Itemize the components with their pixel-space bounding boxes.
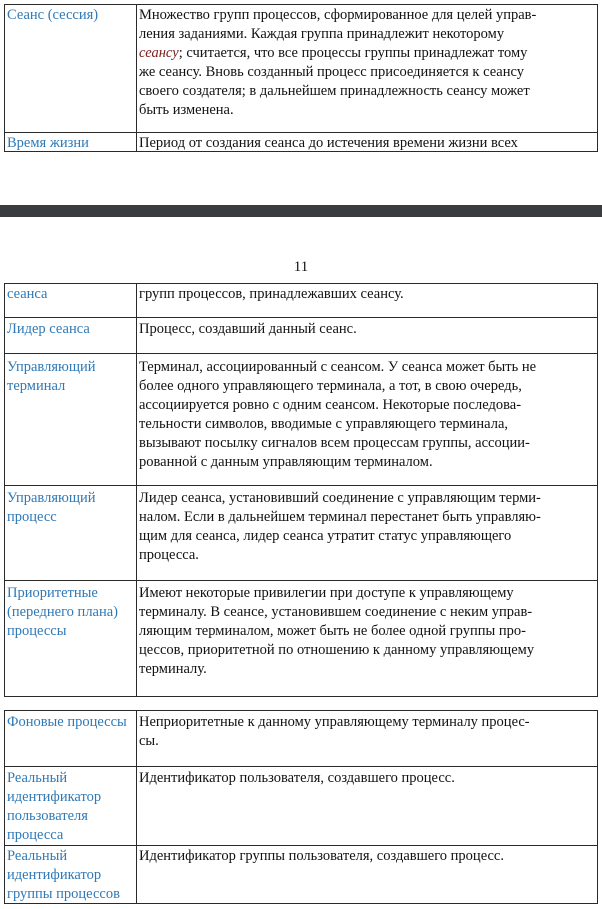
definition-background-processes: Неприоритетные к данному управляющему терминалу процес- сы. bbox=[139, 714, 530, 749]
table-border bbox=[4, 710, 5, 904]
table-border bbox=[4, 4, 598, 5]
definition-session: Множество групп процессов, сформированное для целей управ- ления заданиями. Каждая группа принадлежит некоторому сеансу; считается, что все процессы группы принадлежат тому же сеансу. Вновь созданный процесс присоединяется к сеансу своего создателя; в дальнейшем принадлежность сеансу может быть изменена. bbox=[139, 7, 537, 118]
table-border bbox=[4, 580, 598, 581]
definition-real-group-id: Идентификатор группы пользователя, создавшего процесс. bbox=[139, 848, 504, 864]
table-border bbox=[4, 845, 598, 846]
definition-session-cont: групп процессов, принадлежавших сеансу. bbox=[139, 286, 404, 302]
definition-real-user-id: Идентификатор пользователя, создавшего процесс. bbox=[139, 770, 455, 786]
term-foreground-processes: Приоритетные (переднего плана) процессы bbox=[7, 585, 119, 639]
definition-session-leader: Процесс, создавший данный сеанс. bbox=[139, 321, 357, 337]
definition-controlling-process: Лидер сеанса, установивший соединение с управляющим терми- налом. Если в дальнейшем терминал перестанет быть управляю- щим для сеанса, лидер сеанса утратит статус управляющего процесса. bbox=[139, 490, 541, 563]
term-real-user-id: Реальный идентификатор пользователя процесса bbox=[7, 770, 102, 843]
term-session: Сеанс (сессия) bbox=[7, 7, 99, 23]
table-border bbox=[4, 353, 598, 354]
term-session-leader: Лидер сеанса bbox=[7, 321, 90, 337]
term-controlling-terminal: Управляющий терминал bbox=[7, 359, 96, 394]
table-border bbox=[4, 710, 598, 711]
term-background-processes: Фоновые процессы bbox=[7, 714, 127, 730]
table-border bbox=[4, 132, 598, 133]
table-border bbox=[4, 317, 598, 318]
page-number: 11 bbox=[293, 259, 309, 275]
table-border bbox=[4, 766, 598, 767]
term-controlling-process: Управляющий процесс bbox=[7, 490, 96, 525]
term-session-cont: сеанса bbox=[7, 286, 48, 302]
table-border bbox=[136, 4, 137, 152]
table-border bbox=[4, 4, 5, 152]
term-lifetime: Время жизни bbox=[7, 135, 89, 151]
table-border bbox=[136, 283, 137, 697]
table-border bbox=[4, 696, 598, 697]
definition-foreground-processes: Имеют некоторые привилегии при доступе к управляющему терминалу. В сеансе, установившем соединение с неким управ- ляющим терминалом, может быть не более одной группы про- цессов, приоритетной по отношению к данному управляющему терминалу. bbox=[139, 585, 535, 677]
page-separator bbox=[0, 205, 602, 217]
term-real-group-id: Реальный идентификатор группы процессов bbox=[7, 848, 120, 902]
table-border bbox=[4, 283, 5, 697]
table-border bbox=[597, 283, 598, 697]
table-border bbox=[136, 710, 137, 904]
italic-term: сеансу bbox=[139, 45, 179, 61]
table-border bbox=[597, 4, 598, 152]
table-border bbox=[597, 710, 598, 904]
table-border bbox=[4, 485, 598, 486]
table-border bbox=[4, 283, 598, 284]
definition-lifetime: Период от создания сеанса до истечения времени жизни всех bbox=[139, 135, 518, 151]
definition-controlling-terminal: Терминал, ассоциированный с сеансом. У сеанса может быть не более одного управляющего терминала, а тот, в свою очередь, ассоциируется ровно с одним сеансом. Некоторые последова- тельности символов, вводимые с управляющего терминала, вызывают посылку сигналов всем процессам группы, ассоции- рованной с данным управляющим терминалом. bbox=[139, 359, 537, 470]
